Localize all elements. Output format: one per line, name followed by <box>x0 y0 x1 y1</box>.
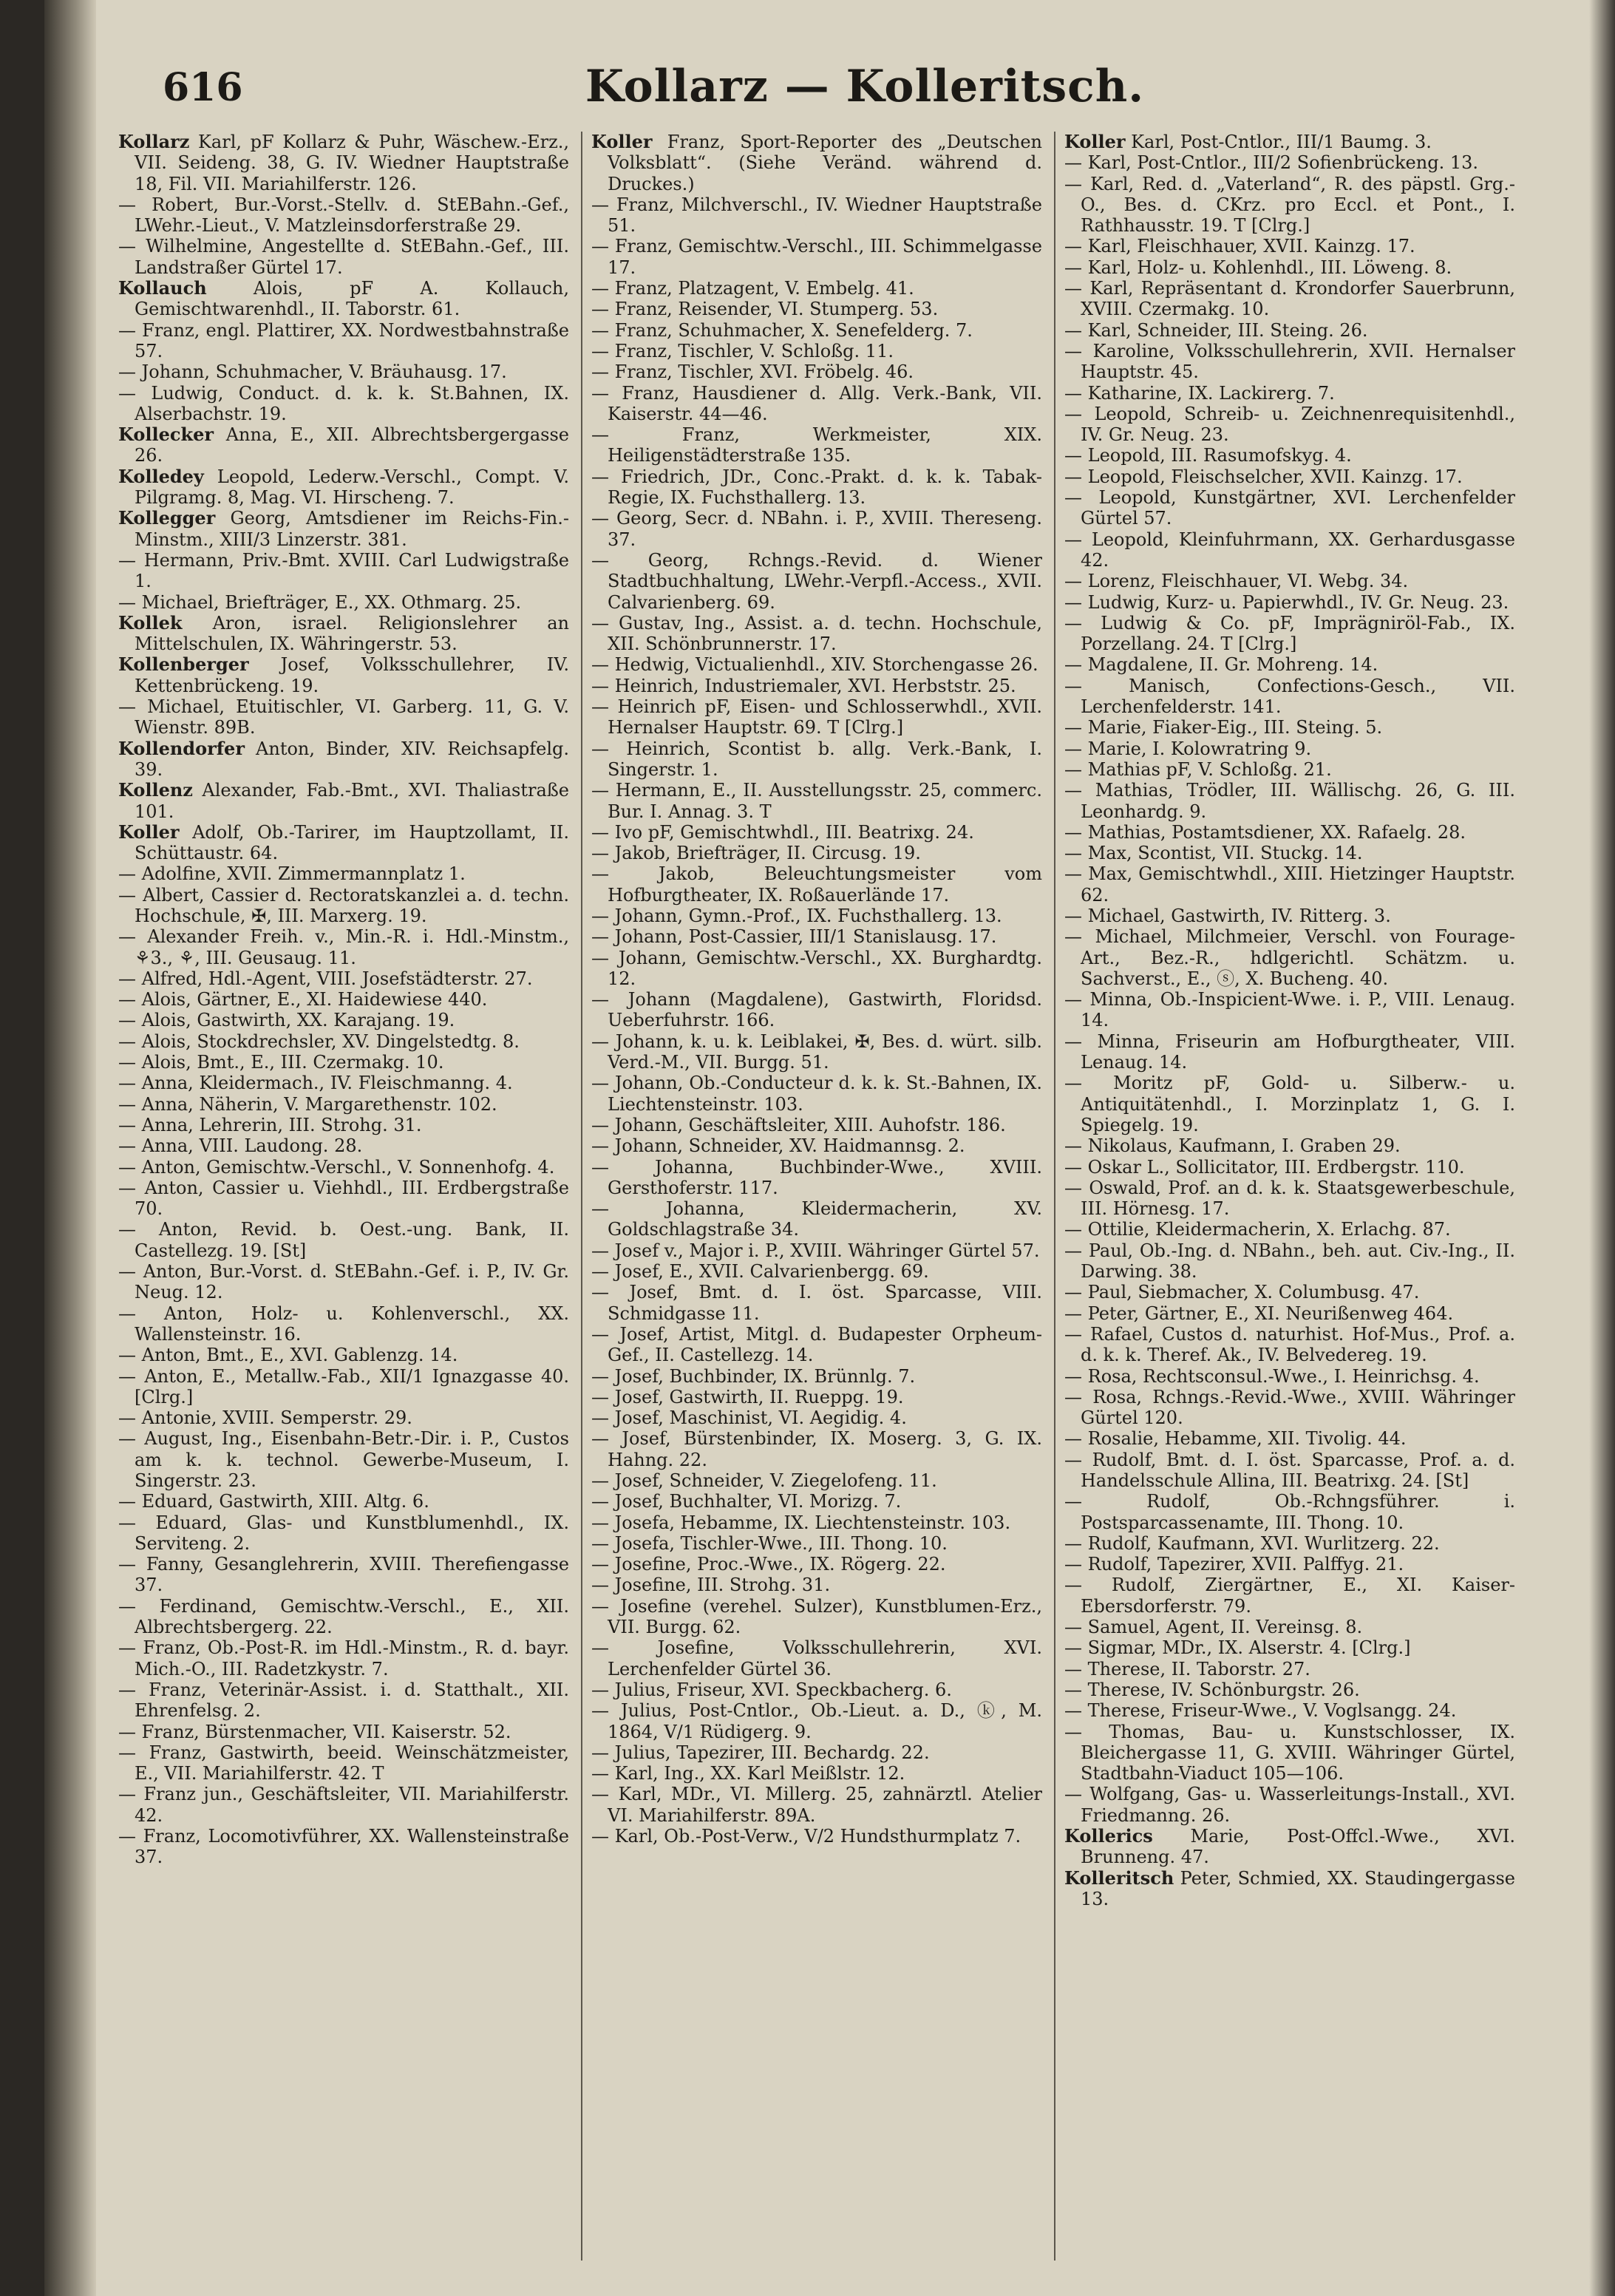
directory-entry: — Katharine, IX. Lackirerg. 7. <box>1064 382 1335 404</box>
directory-entry: — Josefa, Tischler-Wwe., III. Thong. 10. <box>591 1532 948 1554</box>
directory-entry: — Franz, Schuhmacher, X. Senefelderg. 7. <box>591 319 973 341</box>
directory-entry: — Franz, Veterinär-Assist. i. d. Statthalt., XII. Ehrenfelsg. 2. <box>118 1679 569 1722</box>
directory-entry: — Rosa, Rchngs.-Revid.-Wwe., XVIII. Währinger Gürtel 120. <box>1064 1386 1515 1429</box>
directory-entry: — Johann, Gemischtw.-Verschl., XX. Burghardtg. 12. <box>591 947 1042 989</box>
directory-entry: — Johann, k. u. k. Leiblakei, ✠, Bes. d. würt. silb. Verd.-M., VII. Burgg. 51. <box>591 1030 1042 1073</box>
directory-entry: — Ludwig, Conduct. d. k. k. St.Bahnen, IX. Alserbachstr. 19. <box>118 382 569 424</box>
directory-entry: — Josefa, Hebamme, IX. Liechtensteinstr. 103. <box>591 1512 1011 1533</box>
directory-entry: — Anton, Bur.-Vorst. d. StEBahn.-Gef. i. P., IV. Gr. Neug. 12. <box>118 1261 569 1303</box>
directory-entry: — Johann, Gymn.-Prof., IX. Fuchsthallerg. 13. <box>591 905 1002 926</box>
directory-entry: — Josef, Buchhalter, VI. Morizg. 7. <box>591 1491 902 1512</box>
directory-entry: — Anna, Kleidermach., IV. Fleischmanng. 4. <box>118 1073 513 1094</box>
directory-entry: — Minna, Friseurin am Hofburgtheater, VIII. Lenaug. 14. <box>1064 1030 1515 1073</box>
directory-entry: — Jakob, Briefträger, II. Circusg. 19. <box>591 843 921 864</box>
surname-headword: Kollendorfer <box>118 737 245 759</box>
directory-entry: — Michael, Gastwirth, IV. Ritterg. 3. <box>1064 905 1391 926</box>
directory-entry: — Franz, Gastwirth, beeid. Weinschätzmeister, E., VII. Mariahilferstr. 42. T <box>118 1742 569 1784</box>
directory-entry: — Sigmar, MDr., IX. Alserstr. 4. [Clrg.] <box>1064 1637 1411 1659</box>
directory-entry: — Rudolf, Tapezirer, XVII. Palffyg. 21. <box>1064 1554 1404 1575</box>
directory-entry: — Leopold, III. Rasumofskyg. 4. <box>1064 445 1352 466</box>
directory-entry: — Rafael, Custos d. naturhist. Hof-Mus., Prof. a. d. k. k. Theref. Ak., IV. Belvedereg. 19. <box>1064 1323 1515 1366</box>
directory-entry: — Johann, Geschäftsleiter, XIII. Auhofstr. 186. <box>591 1114 1006 1135</box>
directory-entry: — Manisch, Confections-Gesch., VII. Lerchenfelderstr. 141. <box>1064 675 1515 718</box>
directory-entry: — Rosalie, Hebamme, XII. Tivolig. 44. <box>1064 1428 1407 1450</box>
directory-entry: — Ottilie, Kleidermacherin, X. Erlachg. 87. <box>1064 1219 1451 1240</box>
directory-entry: — Johanna, Kleidermacherin, XV. Goldschlagstraße 34. <box>591 1198 1042 1240</box>
directory-entry: Koller Karl, Post-Cntlor., III/1 Baumg. 3. <box>1064 132 1432 152</box>
directory-entry: — Marie, Fiaker-Eig., III. Steing. 5. <box>1064 717 1383 738</box>
page-header <box>163 61 1567 124</box>
directory-entry: — Lorenz, Fleischhauer, VI. Webg. 34. <box>1064 571 1409 592</box>
surname-headword: Koller <box>118 821 180 843</box>
directory-entry: Kolleritsch Peter, Schmied, XX. Staudingergasse 13. <box>1064 1867 1515 1909</box>
directory-entry: — Johann, Schneider, XV. Haidmannsg. 2. <box>591 1135 965 1157</box>
directory-entry: — Adolfine, XVII. Zimmermannplatz 1. <box>118 863 466 885</box>
directory-entry: — Franz, Milchverschl., IV. Wiedner Hauptstraße 51. <box>591 194 1042 237</box>
directory-entry: — Thomas, Bau- u. Kunstschlosser, IX. Bleichergasse 11, G. XVIII. Währinger Gürtel, Stadtbahn-Viaduct 105—106. <box>1064 1721 1515 1784</box>
directory-entry: — Karl, Post-Cntlor., III/2 Sofienbrückeng. 13. <box>1064 152 1478 174</box>
directory-entry: — Anna, VIII. Laudong. 28. <box>118 1135 363 1157</box>
directory-entry: — Anton, Gemischtw.-Verschl., V. Sonnenhofg. 4. <box>118 1156 555 1178</box>
directory-entry: — Josefine, Volksschullehrerin, XVI. Lerchenfelder Gürtel 36. <box>591 1637 1042 1679</box>
directory-entry: — Ivo pF, Gemischtwhdl., III. Beatrixg. 24. <box>591 821 974 843</box>
directory-entry: Kollendorfer Anton, Binder, XIV. Reichsapfelg. 39. <box>118 737 569 780</box>
directory-entry: — Alois, Gastwirth, XX. Karajang. 19. <box>118 1010 455 1031</box>
directory-entry: — Johanna, Buchbinder-Wwe., XVIII. Gersthoferstr. 117. <box>591 1156 1042 1198</box>
directory-entry: — Josef, Schneider, V. Ziegelofeng. 11. <box>591 1470 937 1491</box>
directory-entry: — Anton, Revid. b. Oest.-ung. Bank, II. Castellezg. 19. [St] <box>118 1219 569 1261</box>
directory-entry: — Paul, Siebmacher, X. Columbusg. 47. <box>1064 1282 1420 1303</box>
directory-entry: — Alois, Gärtner, E., XI. Haidewiese 440. <box>118 989 488 1011</box>
directory-entry: — Michael, Briefträger, E., XX. Othmarg. 25. <box>118 591 522 613</box>
directory-entry: — Magdalene, II. Gr. Mohreng. 14. <box>1064 654 1378 676</box>
column-2 <box>591 132 1042 2261</box>
directory-entry: — Hedwig, Victualienhdl., XIV. Storchengasse 26. <box>591 654 1038 676</box>
directory-entry: Kollek Aron, israel. Religionslehrer an Mittelschulen, IX. Währingerstr. 53. <box>118 611 569 655</box>
directory-entry: — Max, Scontist, VII. Stuckg. 14. <box>1064 843 1363 864</box>
directory-entry: — Minna, Ob.-Inspicient-Wwe. i. P., VIII. Lenaug. 14. <box>1064 989 1515 1031</box>
directory-entry: — Mathias pF, V. Schloßg. 21. <box>1064 758 1332 780</box>
column-1 <box>118 132 569 2261</box>
directory-entry: — August, Ing., Eisenbahn-Betr.-Dir. i. P., Custos am k. k. technol. Gewerbe-Museum, I. Singerstr. 23. <box>118 1428 569 1491</box>
directory-entry: — Wilhelmine, Angestellte d. StEBahn.-Gef., III. Landstraßer Gürtel 17. <box>118 236 569 278</box>
directory-entry: — Paul, Ob.-Ing. d. NBahn., beh. aut. Civ.-Ing., II. Darwing. 38. <box>1064 1240 1515 1283</box>
directory-entry: — Wolfgang, Gas- u. Wasserleitungs-Install., XVI. Friedmanng. 26. <box>1064 1784 1515 1826</box>
directory-entry: — Josefine, Proc.-Wwe., IX. Rögerg. 22. <box>591 1554 946 1575</box>
surname-headword: Koller <box>591 132 653 152</box>
directory-entry: — Samuel, Agent, II. Vereinsg. 8. <box>1064 1617 1363 1638</box>
directory-entry: — Rudolf, Ziergärtner, E., XI. Kaiser-Ebersdorferstr. 79. <box>1064 1575 1515 1617</box>
surname-headword: Kolleritsch <box>1064 1867 1174 1889</box>
directory-entry: — Leopold, Schreib- u. Zeichnenrequisitenhdl., IV. Gr. Neug. 23. <box>1064 403 1515 446</box>
directory-entry: — Karl, Red. d. „Vaterland“, R. des päpstl. Grg.-O., Bes. d. CKrz. pro Eccl. et Pont., I. Rathhausstr. 19. T [Clrg.] <box>1064 173 1515 237</box>
directory-entry: — Josef v., Major i. P., XVIII. Währinger Gürtel 57. <box>591 1240 1040 1261</box>
directory-entry: — Heinrich, Industriemaler, XVI. Herbststr. 25. <box>591 675 1016 696</box>
directory-entry: — Josefine, III. Strohg. 31. <box>591 1575 831 1596</box>
directory-entry: — Anna, Näherin, V. Margarethenstr. 102. <box>118 1093 497 1115</box>
directory-entry: — Franz, Ob.-Post-R. im Hdl.-Minstm., R. d. bayr. Mich.-O., III. Radetzkystr. 7. <box>118 1637 569 1679</box>
directory-entry: — Franz, Tischler, V. Schloßg. 11. <box>591 340 894 361</box>
page-number: 616 <box>163 65 243 110</box>
directory-entry: — Anton, Cassier u. Viehhdl., III. Erdbergstraße 70. <box>118 1177 569 1220</box>
directory-entry: — Max, Gemischtwhdl., XIII. Hietzinger Hauptstr. 62. <box>1064 863 1515 906</box>
surname-headword: Kollarz <box>118 132 190 152</box>
directory-entry: — Franz, Tischler, XVI. Fröbelg. 46. <box>591 361 914 383</box>
directory-entry: — Therese, IV. Schönburgstr. 26. <box>1064 1679 1360 1700</box>
directory-entry: — Karl, Repräsentant d. Krondorfer Sauerbrunn, XVIII. Czermakg. 10. <box>1064 278 1515 320</box>
directory-entry: — Ferdinand, Gemischtw.-Verschl., E., XII. Albrechtsbergerg. 22. <box>118 1595 569 1638</box>
directory-entry: — Franz, Platzagent, V. Embelg. 41. <box>591 278 914 299</box>
directory-entry: — Peter, Gärtner, E., XI. Neurißenweg 464. <box>1064 1302 1454 1324</box>
surname-headword: Kolledey <box>118 465 204 487</box>
directory-entry: — Alexander Freih. v., Min.-R. i. Hdl.-Minstm., ⚘3., ⚘, III. Geusaug. 11. <box>118 926 569 968</box>
directory-entry: — Leopold, Fleischselcher, XVII. Kainzg. 17. <box>1064 466 1463 487</box>
directory-entry: — Eduard, Glas- und Kunstblumenhdl., IX. Serviteng. 2. <box>118 1512 569 1554</box>
directory-entry: — Franz jun., Geschäftsleiter, VII. Mariahilferstr. 42. <box>118 1784 569 1826</box>
directory-entry: — Franz, Reisender, VI. Stumperg. 53. <box>591 299 939 320</box>
directory-entry: — Heinrich pF, Eisen- und Schlosserwhdl., XVII. Hernalser Hauptstr. 69. T [Clrg.] <box>591 696 1042 738</box>
directory-entry: — Karl, Ing., XX. Karl Meißlstr. 12. <box>591 1763 905 1784</box>
directory-entry: Kollarz Karl, pF Kollarz & Puhr, Wäschew.-Erz., VII. Seideng. 38, G. IV. Wiedner Hauptstraße 18, Fil. VII. Mariahilferstr. 126. <box>118 132 569 194</box>
directory-entry: — Johann, Post-Cassier, III/1 Stanislausg. 17. <box>591 926 997 948</box>
directory-entry: — Franz, engl. Plattirer, XX. Nordwestbahnstraße 57. <box>118 319 569 361</box>
directory-entry: — Therese, Friseur-Wwe., V. Voglsangg. 24. <box>1064 1700 1457 1722</box>
directory-entry: — Alfred, Hdl.-Agent, VIII. Josefstädterstr. 27. <box>118 968 533 989</box>
directory-entry: — Oskar L., Sollicitator, III. Erdbergstr. 110. <box>1064 1156 1465 1178</box>
column-3 <box>1064 132 1515 2261</box>
directory-entry: — Franz, Locomotivführer, XX. Wallensteinstraße 37. <box>118 1826 569 1868</box>
binding-gutter <box>44 0 96 2296</box>
directory-entry: — Anna, Lehrerin, III. Strohg. 31. <box>118 1114 422 1135</box>
directory-entry: — Franz, Hausdiener d. Allg. Verk.-Bank, VII. Kaiserstr. 44—46. <box>591 382 1042 424</box>
directory-entry: — Josefine (verehel. Sulzer), Kunstblumen-Erz., VII. Burgg. 62. <box>591 1595 1042 1638</box>
directory-entry: Kolledey Leopold, Lederw.-Verschl., Compt. V. Pilgramg. 8, Mag. VI. Hirscheng. 7. <box>118 465 569 509</box>
directory-entry: — Nikolaus, Kaufmann, I. Graben 29. <box>1064 1135 1401 1157</box>
directory-entry: — Rudolf, Bmt. d. I. öst. Sparcasse, Prof. a. d. Handelsschule Allina, III. Beatrixg. 24. [St] <box>1064 1449 1515 1491</box>
directory-entry: — Hermann, Priv.-Bmt. XVIII. Carl Ludwigstraße 1. <box>118 549 569 592</box>
directory-entry: — Josef, Bürstenbinder, IX. Moserg. 3, G. IX. Hahng. 22. <box>591 1428 1042 1470</box>
directory-entry: Koller Franz, Sport-Reporter des „Deutschen Volksblatt“. (Siehe Veränd. während d. Druckes.) <box>591 132 1042 194</box>
directory-entry: — Johann (Magdalene), Gastwirth, Floridsd. Ueberfuhrstr. 166. <box>591 989 1042 1031</box>
directory-entry: — Rudolf, Kaufmann, XVI. Wurlitzerg. 22. <box>1064 1532 1440 1554</box>
directory-entry: — Leopold, Kleinfuhrmann, XX. Gerhardusgasse 42. <box>1064 529 1515 571</box>
directory-entry: — Karoline, Volksschullehrerin, XVII. Hernalser Hauptstr. 45. <box>1064 340 1515 383</box>
directory-entry: — Julius, Post-Cntlor., Ob.-Lieut. a. D., ⓚ, M. 1864, V/1 Rüdigerg. 9. <box>591 1700 1042 1742</box>
directory-entry: — Robert, Bur.-Vorst.-Stellv. d. StEBahn.-Gef., LWehr.-Lieut., V. Matzleinsdorferstraße 29. <box>118 194 569 237</box>
directory-entry: — Josef, E., XVII. Calvarienbergg. 69. <box>591 1261 929 1283</box>
surname-headword: Kollegger <box>118 507 216 529</box>
surname-headword: Kollenz <box>118 779 193 801</box>
directory-entry: — Anton, Holz- u. Kohlenverschl., XX. Wallensteinstr. 16. <box>118 1302 569 1345</box>
directory-entry: — Julius, Tapezirer, III. Bechardg. 22. <box>591 1742 930 1763</box>
page-heading: Kollarz — Kolleritsch. <box>585 61 1145 112</box>
surname-headword: Kollenberger <box>118 653 249 676</box>
directory-entry: — Karl, MDr., VI. Millerg. 25, zahnärztl. Atelier VI. Mariahilferstr. 89A. <box>591 1784 1042 1826</box>
directory-entry: — Franz, Bürstenmacher, VII. Kaiserstr. 52. <box>118 1721 511 1742</box>
page-edge-shadow <box>1589 0 1615 2296</box>
surname-headword: Kollerics <box>1064 1825 1153 1847</box>
directory-entry: — Michael, Etuitischler, VI. Garberg. 11, G. V. Wienstr. 89B. <box>118 696 569 738</box>
directory-entry: — Josef, Maschinist, VI. Aegidig. 4. <box>591 1407 907 1429</box>
surname-headword: Kollek <box>118 611 183 634</box>
surname-headword: Koller <box>1064 132 1126 152</box>
directory-entry: — Karl, Fleischhauer, XVII. Kainzg. 17. <box>1064 236 1415 257</box>
directory-entry: — Franz, Gemischtw.-Verschl., III. Schimmelgasse 17. <box>591 236 1042 278</box>
directory-entry: Kollegger Georg, Amtsdiener im Reichs-Fin.-Minstm., XIII/3 Linzerstr. 381. <box>118 507 569 550</box>
directory-entry: — Georg, Secr. d. NBahn. i. P., XVIII. Thereseng. 37. <box>591 508 1042 550</box>
directory-entry: — Fanny, Gesanglehrerin, XVIII. Therefiengasse 37. <box>118 1554 569 1596</box>
directory-entry: — Heinrich, Scontist b. allg. Verk.-Bank, I. Singerstr. 1. <box>591 738 1042 780</box>
directory-entry: — Alois, Bmt., E., III. Czermakg. 10. <box>118 1052 444 1073</box>
directory-entry: — Gustav, Ing., Assist. a. d. techn. Hochschule, XII. Schönbrunnerstr. 17. <box>591 612 1042 655</box>
directory-entry: — Antonie, XVIII. Semperstr. 29. <box>118 1407 412 1429</box>
directory-entry: — Karl, Ob.-Post-Verw., V/2 Hundsthurmplatz 7. <box>591 1826 1021 1847</box>
directory-entry: — Johann, Ob.-Conducteur d. k. k. St.-Bahnen, IX. Liechtensteinstr. 103. <box>591 1073 1042 1115</box>
directory-entry: — Georg, Rchngs.-Revid. d. Wiener Stadtbuchhaltung, LWehr.-Verpfl.-Access., XVII. Calvarienberg. 69. <box>591 549 1042 613</box>
directory-entry: — Hermann, E., II. Ausstellungsstr. 25, commerc. Bur. I. Annag. 3. T <box>591 780 1042 822</box>
directory-entry: — Julius, Friseur, XVI. Speckbacherg. 6. <box>591 1679 952 1700</box>
directory-entry: — Anton, Bmt., E., XVI. Gablenzg. 14. <box>118 1345 458 1366</box>
directory-entry: — Oswald, Prof. an d. k. k. Staatsgewerbeschule, III. Hörnesg. 17. <box>1064 1177 1515 1220</box>
directory-entry: — Alois, Stockdrechsler, XV. Dingelstedtg. 8. <box>118 1030 520 1052</box>
directory-entry: Kollerics Marie, Post-Offcl.-Wwe., XVI. Brunneng. 47. <box>1064 1825 1515 1868</box>
directory-entry: Kollauch Alois, pF A. Kollauch, Gemischtwarenhdl., II. Taborstr. 61. <box>118 277 569 320</box>
directory-entry: — Jakob, Beleuchtungsmeister vom Hofburgtheater, IX. Roßauerlände 17. <box>591 863 1042 906</box>
surname-headword: Kollauch <box>118 277 207 299</box>
directory-entry: — Mathias, Postamtsdiener, XX. Rafaelg. 28. <box>1064 821 1466 843</box>
directory-entry: — Josef, Buchbinder, IX. Brünnlg. 7. <box>591 1365 916 1387</box>
directory-entry: — Rudolf, Ob.-Rchngsführer. i. Postsparcassenamte, III. Thong. 10. <box>1064 1491 1515 1533</box>
directory-entry: — Eduard, Gastwirth, XIII. Altg. 6. <box>118 1491 429 1512</box>
directory-entry: Kollecker Anna, E., XII. Albrechtsbergergasse 26. <box>118 424 569 466</box>
directory-entry: Kollenberger Josef, Volksschullehrer, IV. Kettenbrückeng. 19. <box>118 653 569 696</box>
directory-columns <box>118 132 1530 2261</box>
directory-entry: — Friedrich, JDr., Conc.-Prakt. d. k. k. Tabak-Regie, IX. Fuchsthallerg. 13. <box>591 466 1042 509</box>
directory-entry: — Leopold, Kunstgärtner, XVI. Lerchenfelder Gürtel 57. <box>1064 487 1515 529</box>
directory-entry: — Karl, Schneider, III. Steing. 26. <box>1064 319 1368 341</box>
directory-entry: — Rosa, Rechtsconsul.-Wwe., I. Heinrichsg. 4. <box>1064 1365 1480 1387</box>
directory-entry: — Josef, Bmt. d. I. öst. Sparcasse, VIII. Schmidgasse 11. <box>591 1282 1042 1324</box>
directory-entry: — Johann, Schuhmacher, V. Bräuhausg. 17. <box>118 361 507 383</box>
directory-entry: Koller Adolf, Ob.-Tarirer, im Hauptzollamt, II. Schüttaustr. 64. <box>118 821 569 864</box>
surname-headword: Kollecker <box>118 424 214 446</box>
directory-entry: — Ludwig, Kurz- u. Papierwhdl., IV. Gr. Neug. 23. <box>1064 591 1509 613</box>
directory-entry: — Mathias, Trödler, III. Wällischg. 26, G. III. Leonhardg. 9. <box>1064 780 1515 822</box>
directory-entry: — Anton, E., Metallw.-Fab., XII/1 Ignazgasse 40. [Clrg.] <box>118 1365 569 1407</box>
directory-entry: — Franz, Werkmeister, XIX. Heiligenstädterstraße 135. <box>591 424 1042 466</box>
directory-entry: — Michael, Milchmeier, Verschl. von Fourage-Art., Bez.-R., hdlgerichtl. Schätzm. u. Sachverst., E., ⓢ, X. Bucheng. 40. <box>1064 926 1515 989</box>
directory-entry: — Karl, Holz- u. Kohlenhdl., III. Löweng. 8. <box>1064 257 1452 278</box>
directory-entry: Kollenz Alexander, Fab.-Bmt., XVI. Thaliastraße 101. <box>118 779 569 822</box>
directory-entry: — Moritz pF, Gold- u. Silberw.- u. Antiquitätenhdl., I. Morzinplatz 1, G. I. Spiegelg. 19. <box>1064 1073 1515 1135</box>
directory-entry: — Therese, II. Taborstr. 27. <box>1064 1658 1310 1679</box>
directory-entry: — Josef, Gastwirth, II. Rueppg. 19. <box>591 1386 904 1407</box>
directory-entry: — Ludwig & Co. pF, Imprägniröl-Fab., IX. Porzellang. 24. T [Clrg.] <box>1064 612 1515 655</box>
directory-entry: — Marie, I. Kolowratring 9. <box>1064 738 1312 759</box>
directory-entry: — Albert, Cassier d. Rectoratskanzlei a. d. techn. Hochschule, ✠, III. Marxerg. 19. <box>118 884 569 926</box>
directory-entry: — Josef, Artist, Mitgl. d. Budapester Orpheum-Gef., II. Castellezg. 14. <box>591 1323 1042 1366</box>
